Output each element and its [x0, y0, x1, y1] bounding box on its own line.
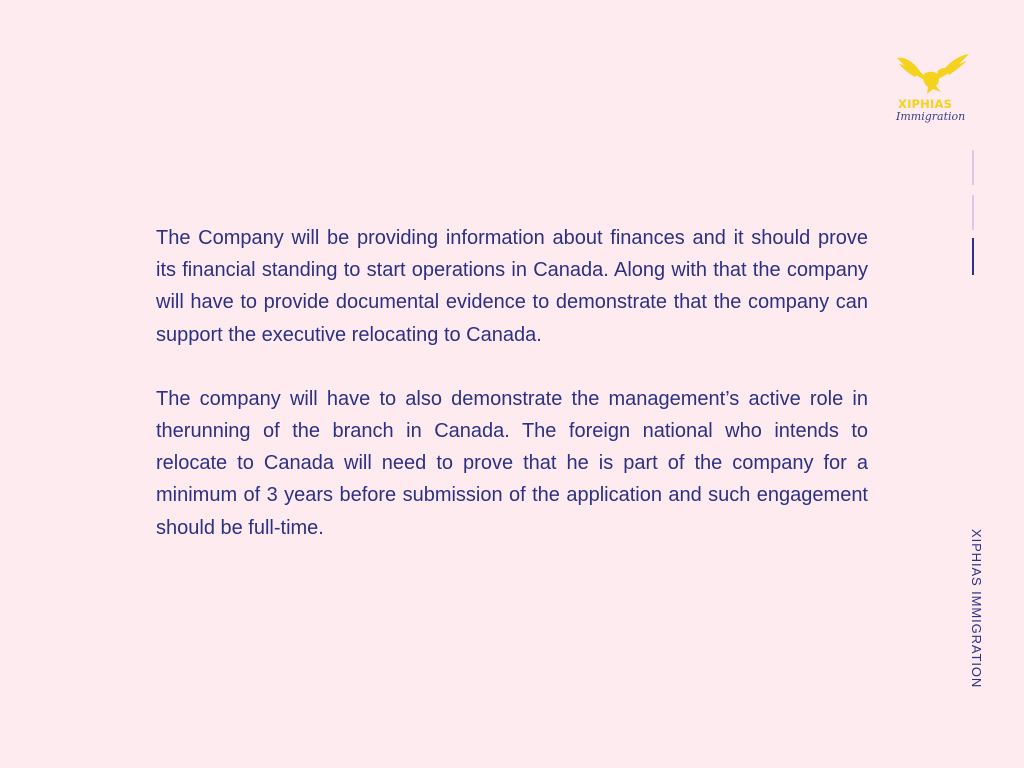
paragraph-finances: The Company will be providing information about finances and it should prove its financial standing to start operations in Canada. Along with that the company will have to provide documental evidence to demonstrate that the company can support the executive relocating to Canada.: [156, 227, 868, 346]
logo-tagline: Immigration: [896, 110, 966, 123]
brand-logo: [893, 52, 975, 128]
logo-wordmark: XIPHIAS: [898, 97, 953, 111]
eagle-icon: [895, 52, 971, 96]
paragraph-management: The company will have to also demonstrate the management’s active role in therunning of the branch in Canada. The foreign national who intends to relocate to Canada will need to prove that he is part of the company for a minimum of 3 years before submission of the application and such engagement should be full-time.: [156, 387, 868, 539]
vertical-brand-label: XIPHIAS IMMIGRATION: [969, 529, 984, 689]
page-indicator-2[interactable]: [972, 195, 974, 230]
body-text: [156, 222, 868, 544]
page-indicator-1[interactable]: [972, 150, 974, 185]
page-indicator-active[interactable]: [972, 238, 974, 275]
